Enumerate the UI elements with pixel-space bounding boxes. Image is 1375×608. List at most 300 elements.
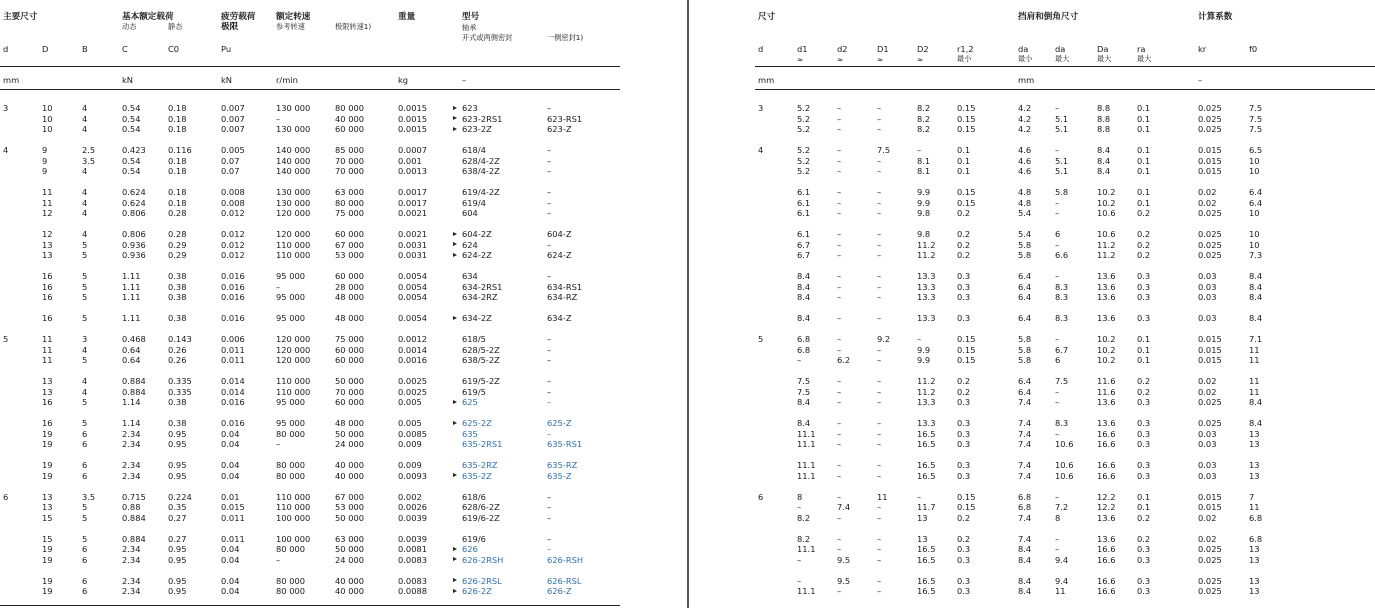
footer-divider [0, 605, 620, 606]
left-cell-des: 619/6-2Z [462, 512, 500, 523]
right-cell-D1: – [877, 103, 882, 113]
right-cell-ra: 0.1 [1137, 197, 1151, 208]
header-dynamic: 动态 [122, 22, 137, 31]
sym-d1: d1 [797, 44, 808, 54]
right-cell-da1: 8.4 [1018, 586, 1032, 596]
right-cell-D2: 13 [917, 533, 928, 544]
left-cell-des: 623-2RS1 [462, 113, 503, 124]
left-cell-ref: 120 000 [276, 208, 311, 218]
right-cell-r: 0.15 [957, 491, 976, 502]
left-cell-des[interactable]: 625 [462, 397, 478, 407]
left-cell-Pu: 0.012 [221, 229, 245, 239]
left-cell-lim: 53 000 [335, 250, 365, 260]
preferred-arrow-icon [453, 242, 457, 246]
right-cell-d2: – [837, 281, 842, 292]
right-cell-kr: 0.025 [1198, 586, 1222, 596]
left-cell-one[interactable]: 635-Z [547, 470, 572, 481]
left-cell-des[interactable]: 626-2Z [462, 586, 492, 596]
header-abutment: 挡肩和倒角尺寸 [1018, 12, 1079, 22]
left-cell-ref: 110 000 [276, 239, 311, 250]
left-cell-D: 19 [42, 575, 53, 586]
left-cell-kg: 0.0083 [398, 554, 428, 565]
left-cell-D: 11 [42, 187, 53, 197]
right-cell-Da: 10.2 [1097, 187, 1116, 197]
right-cell-D2: 16.5 [917, 586, 936, 596]
right-cell-d: 4 [758, 145, 764, 155]
unit-kg: kg [398, 75, 409, 85]
right-cell-D2: 13.3 [917, 418, 936, 428]
left-cell-C: 0.884 [122, 533, 146, 544]
left-cell-C0: 0.18 [168, 166, 187, 176]
right-cell-Da: 11.6 [1097, 386, 1116, 397]
left-cell-kg: 0.0054 [398, 281, 428, 292]
right-cell-da1: 5.8 [1018, 344, 1032, 355]
right-cell-Da: 13.6 [1097, 281, 1116, 292]
left-cell-C0: 0.95 [168, 470, 187, 481]
left-cell-one: – [547, 103, 552, 113]
right-cell-da1: 7.4 [1018, 439, 1032, 449]
left-cell-kg: 0.0012 [398, 334, 428, 344]
left-cell-lim: 70 000 [335, 386, 365, 397]
right-cell-d1: 8 [797, 491, 803, 502]
right-cell-D1: – [877, 344, 882, 355]
right-cell-ra: 0.3 [1137, 439, 1151, 449]
left-cell-D: 13 [42, 491, 53, 502]
left-cell-kg: 0.0015 [398, 113, 428, 124]
left-cell-ref: 80 000 [276, 428, 306, 439]
right-cell-Da: 16.6 [1097, 544, 1116, 554]
left-cell-C0: 0.18 [168, 187, 187, 197]
right-cell-ra: 0.3 [1137, 397, 1151, 407]
left-cell-ref: 110 000 [276, 491, 311, 502]
left-cell-des[interactable]: 626 [462, 544, 478, 554]
right-cell-da1: 5.8 [1018, 355, 1032, 365]
right-cell-d2: – [837, 460, 842, 470]
left-cell-B: 5 [82, 397, 88, 407]
left-cell-D: 11 [42, 197, 53, 208]
left-cell-Pu: 0.01 [221, 491, 240, 502]
right-cell-Da: 13.6 [1097, 313, 1116, 323]
left-cell-B: 4 [82, 197, 88, 208]
left-cell-C: 1.14 [122, 397, 141, 407]
left-cell-kg: 0.0025 [398, 376, 428, 386]
right-cell-kr: 0.02 [1198, 533, 1217, 544]
right-cell-da2: 10.6 [1055, 470, 1074, 481]
right-cell-da1: 8.4 [1018, 554, 1032, 565]
left-cell-C0: 0.18 [168, 155, 187, 166]
preferred-arrow-icon [453, 547, 457, 551]
left-cell-one[interactable]: 626-RSL [547, 575, 582, 586]
left-cell-C0: 0.28 [168, 208, 187, 218]
left-cell-C0: 0.18 [168, 103, 187, 113]
left-cell-D: 10 [42, 124, 53, 134]
right-cell-Da: 16.6 [1097, 575, 1116, 586]
right-cell-Da: 11.2 [1097, 239, 1116, 250]
left-cell-C0: 0.38 [168, 313, 187, 323]
right-cell-r: 0.2 [957, 512, 971, 523]
left-cell-Pu: 0.016 [221, 418, 245, 428]
left-cell-one: – [547, 239, 552, 250]
preferred-arrow-icon [453, 578, 457, 582]
right-cell-Da: 16.6 [1097, 470, 1116, 481]
right-cell-D2: 8.1 [917, 155, 931, 166]
left-cell-B: 6 [82, 554, 88, 565]
right-cell-d1: 8.4 [797, 281, 811, 292]
right-cell-ra: 0.1 [1137, 491, 1151, 502]
left-cell-C: 0.884 [122, 386, 146, 397]
left-cell-D: 16 [42, 397, 53, 407]
right-cell-kr: 0.03 [1198, 281, 1217, 292]
left-cell-B: 5 [82, 355, 88, 365]
right-cell-kr: 0.025 [1198, 418, 1222, 428]
right-cell-D1: – [877, 187, 882, 197]
right-cell-D1: 7.5 [877, 145, 891, 155]
right-cell-f0: 8.4 [1249, 271, 1263, 281]
right-cell-ra: 0.3 [1137, 292, 1151, 302]
left-cell-des: 634-2Z [462, 313, 492, 323]
left-cell-B: 6 [82, 428, 88, 439]
left-cell-kg: 0.002 [398, 491, 422, 502]
right-cell-r: 0.15 [957, 502, 976, 512]
right-cell-f0: 11 [1249, 376, 1260, 386]
right-cell-r: 0.15 [957, 355, 976, 365]
header-ref-speed: 参考转速 [276, 22, 305, 31]
left-cell-ref: – [276, 113, 281, 124]
right-cell-da1: 7.4 [1018, 397, 1032, 407]
right-cell-da2: 6 [1055, 355, 1061, 365]
right-cell-f0: 7.5 [1249, 124, 1263, 134]
unit-mm-abutment: mm [1018, 75, 1035, 85]
header-main-dims: 主要尺寸 [3, 12, 38, 22]
left-cell-ref: 120 000 [276, 344, 311, 355]
left-cell-lim: 70 000 [335, 166, 365, 176]
left-cell-one[interactable]: 626-RSH [547, 554, 584, 565]
right-cell-da2: 7.5 [1055, 376, 1069, 386]
max-ra: 最大 [1137, 54, 1152, 63]
left-cell-Pu: 0.04 [221, 439, 240, 449]
left-cell-B: 6 [82, 575, 88, 586]
left-cell-d: 3 [3, 103, 9, 113]
left-cell-Pu: 0.008 [221, 187, 245, 197]
right-cell-Da: 16.6 [1097, 460, 1116, 470]
right-cell-d2: 9.5 [837, 554, 851, 565]
left-cell-Pu: 0.016 [221, 271, 245, 281]
sym-D2: D2 [917, 44, 929, 54]
right-cell-ra: 0.1 [1137, 145, 1151, 155]
right-cell-da2: 10.6 [1055, 439, 1074, 449]
left-cell-lim: 67 000 [335, 239, 365, 250]
header-limit-speed: 极限转速1) [335, 22, 372, 31]
right-cell-Da: 10.2 [1097, 355, 1116, 365]
right-cell-f0: 8.4 [1249, 281, 1263, 292]
preferred-arrow-icon [453, 400, 457, 404]
left-cell-C0: 0.95 [168, 460, 187, 470]
left-cell-ref: 130 000 [276, 187, 311, 197]
right-cell-d1: 6.8 [797, 344, 811, 355]
left-cell-des[interactable]: 635-2RZ [462, 460, 498, 470]
left-cell-one[interactable]: 635-RS1 [547, 439, 583, 449]
right-cell-da1: 6.4 [1018, 376, 1032, 386]
unit-dash: – [462, 75, 467, 85]
left-cell-C: 2.34 [122, 575, 141, 586]
right-cell-f0: 7.5 [1249, 103, 1263, 113]
left-cell-des: 634-2RS1 [462, 281, 503, 292]
left-cell-B: 5 [82, 281, 88, 292]
left-cell-ref: 95 000 [276, 397, 306, 407]
left-cell-des: 638/4-2Z [462, 166, 500, 176]
right-cell-D1: – [877, 229, 882, 239]
left-cell-des: 623 [462, 103, 478, 113]
right-cell-D1: – [877, 460, 882, 470]
left-cell-lim: 63 000 [335, 187, 365, 197]
left-cell-Pu: 0.005 [221, 145, 245, 155]
right-cell-kr: 0.015 [1198, 344, 1222, 355]
left-cell-C0: 0.38 [168, 281, 187, 292]
right-cell-d1: 5.2 [797, 124, 811, 134]
left-cell-one[interactable]: 626-Z [547, 586, 572, 596]
right-cell-da2: 6 [1055, 229, 1061, 239]
left-cell-B: 5 [82, 250, 88, 260]
right-cell-da2: 11 [1055, 586, 1066, 596]
left-cell-des[interactable]: 626-2RSL [462, 575, 502, 586]
right-cell-Da: 11.2 [1097, 250, 1116, 260]
left-cell-B: 4 [82, 344, 88, 355]
left-cell-D: 15 [42, 533, 53, 544]
left-cell-C0: 0.38 [168, 271, 187, 281]
right-cell-d2: – [837, 166, 842, 176]
left-cell-D: 19 [42, 544, 53, 554]
left-cell-des: 628/5-2Z [462, 344, 500, 355]
right-cell-d2: – [837, 376, 842, 386]
left-cell-one[interactable]: – [547, 428, 552, 439]
right-cell-d1: 8.4 [797, 271, 811, 281]
left-cell-D: 12 [42, 208, 53, 218]
left-cell-Pu: 0.011 [221, 355, 245, 365]
right-cell-da1: 7.4 [1018, 533, 1032, 544]
sym-ra: ra [1137, 44, 1146, 54]
left-cell-kg: 0.0021 [398, 229, 428, 239]
right-cell-kr: 0.025 [1198, 229, 1222, 239]
left-cell-Pu: 0.011 [221, 344, 245, 355]
left-cell-B: 6 [82, 544, 88, 554]
right-cell-ra: 0.2 [1137, 250, 1151, 260]
left-cell-des[interactable]: 635 [462, 428, 478, 439]
right-cell-f0: 8.4 [1249, 397, 1263, 407]
right-cell-d1: 5.2 [797, 103, 811, 113]
right-cell-D2: 11.2 [917, 386, 936, 397]
left-cell-B: 4 [82, 386, 88, 397]
left-cell-C: 0.423 [122, 145, 146, 155]
left-cell-lim: 60 000 [335, 397, 365, 407]
left-cell-D: 19 [42, 470, 53, 481]
right-cell-kr: 0.025 [1198, 208, 1222, 218]
right-cell-Da: 8.4 [1097, 145, 1111, 155]
left-cell-D: 12 [42, 229, 53, 239]
right-cell-d2: – [837, 145, 842, 155]
right-cell-da1: 4.6 [1018, 166, 1032, 176]
right-cell-D1: – [877, 533, 882, 544]
right-cell-ra: 0.2 [1137, 512, 1151, 523]
left-cell-D: 19 [42, 439, 53, 449]
right-cell-ra: 0.1 [1137, 166, 1151, 176]
right-cell-ra: 0.2 [1137, 208, 1151, 218]
right-cell-D1: – [877, 239, 882, 250]
left-cell-C: 0.624 [122, 197, 146, 208]
right-cell-d1: 6.8 [797, 334, 811, 344]
left-cell-des[interactable]: 635-2Z [462, 470, 492, 481]
sym-da-min: da [1018, 44, 1029, 54]
preferred-arrow-icon [453, 473, 457, 477]
left-cell-des: 634 [462, 271, 478, 281]
left-cell-B: 4 [82, 124, 88, 134]
left-cell-des: 619/6 [462, 533, 486, 544]
right-cell-D2: 11.2 [917, 250, 936, 260]
right-cell-d1: 8.4 [797, 397, 811, 407]
right-cell-da1: 5.4 [1018, 229, 1032, 239]
left-cell-des: 619/4-2Z [462, 187, 500, 197]
left-cell-D: 13 [42, 386, 53, 397]
left-cell-C0: 0.38 [168, 397, 187, 407]
left-cell-one: – [547, 197, 552, 208]
right-cell-ra: 0.3 [1137, 428, 1151, 439]
right-cell-kr: 0.03 [1198, 271, 1217, 281]
right-cell-ra: 0.1 [1137, 103, 1151, 113]
right-cell-kr: 0.02 [1198, 187, 1217, 197]
left-cell-kg: 0.0013 [398, 166, 428, 176]
right-cell-kr: 0.03 [1198, 460, 1217, 470]
left-cell-C: 0.936 [122, 250, 146, 260]
right-cell-r: 0.3 [957, 460, 971, 470]
right-cell-D1: – [877, 124, 882, 134]
right-cell-f0: 13 [1249, 470, 1260, 481]
right-cell-da2: 6.6 [1055, 250, 1069, 260]
left-cell-Pu: 0.04 [221, 428, 240, 439]
left-cell-C: 0.884 [122, 512, 146, 523]
left-cell-B: 5 [82, 418, 88, 428]
right-cell-d2: – [837, 344, 842, 355]
left-cell-des: 634-2RZ [462, 292, 498, 302]
left-cell-des[interactable]: 635-2RS1 [462, 439, 503, 449]
right-cell-kr: 0.015 [1198, 166, 1222, 176]
sym-da-max: da [1055, 44, 1066, 54]
approx-d1: ≈ [797, 55, 804, 64]
left-cell-ref: 110 000 [276, 376, 311, 386]
right-cell-d1: 6.7 [797, 250, 811, 260]
left-cell-D: 9 [42, 166, 48, 176]
left-cell-Pu: 0.04 [221, 586, 240, 596]
right-cell-r: 0.3 [957, 418, 971, 428]
left-cell-one: – [547, 376, 552, 386]
right-cell-D2: 9.8 [917, 229, 931, 239]
right-cell-r: 0.15 [957, 113, 976, 124]
right-cell-D2: 16.5 [917, 544, 936, 554]
left-cell-Pu: 0.016 [221, 397, 245, 407]
header-divider [755, 66, 1375, 67]
left-cell-one[interactable]: – [547, 544, 552, 554]
left-cell-C0: 0.18 [168, 197, 187, 208]
left-cell-C0: 0.95 [168, 428, 187, 439]
left-cell-des: 623-2Z [462, 124, 492, 134]
right-cell-f0: 7.5 [1249, 113, 1263, 124]
left-cell-one[interactable]: – [547, 397, 552, 407]
right-cell-da1: 7.4 [1018, 512, 1032, 523]
right-cell-D1: – [877, 502, 882, 512]
right-cell-da2: – [1055, 208, 1060, 218]
right-cell-d1: – [797, 575, 802, 586]
left-cell-C0: 0.224 [168, 491, 192, 502]
right-cell-ra: 0.1 [1137, 187, 1151, 197]
left-cell-des: 604-2Z [462, 229, 492, 239]
right-cell-r: 0.1 [957, 145, 971, 155]
right-cell-da1: 5.8 [1018, 250, 1032, 260]
left-cell-D: 19 [42, 460, 53, 470]
right-cell-r: 0.3 [957, 554, 971, 565]
right-cell-f0: 13 [1249, 544, 1260, 554]
right-cell-Da: 13.6 [1097, 271, 1116, 281]
right-cell-f0: 6.4 [1249, 187, 1263, 197]
left-cell-one: – [547, 533, 552, 544]
right-cell-f0: 13 [1249, 439, 1260, 449]
left-cell-ref: 130 000 [276, 197, 311, 208]
left-cell-ref: 95 000 [276, 292, 306, 302]
right-cell-r: 0.1 [957, 166, 971, 176]
right-cell-Da: 13.6 [1097, 292, 1116, 302]
left-cell-C: 2.34 [122, 586, 141, 596]
right-cell-r: 0.2 [957, 533, 971, 544]
right-cell-d1: – [797, 502, 802, 512]
right-cell-ra: 0.3 [1137, 281, 1151, 292]
left-cell-B: 4 [82, 187, 88, 197]
right-cell-da1: 5.4 [1018, 208, 1032, 218]
left-cell-C: 0.54 [122, 113, 141, 124]
right-cell-d1: 7.5 [797, 376, 811, 386]
preferred-arrow-icon [453, 253, 457, 257]
left-cell-ref: 100 000 [276, 512, 311, 523]
left-cell-des: 624 [462, 239, 478, 250]
right-cell-ra: 0.1 [1137, 124, 1151, 134]
right-cell-d2: – [837, 428, 842, 439]
right-cell-r: 0.3 [957, 470, 971, 481]
max-Da: 最大 [1097, 54, 1112, 63]
right-cell-d1: 11.1 [797, 439, 816, 449]
max-da: 最大 [1055, 54, 1070, 63]
left-cell-one[interactable]: 635-RZ [547, 460, 578, 470]
right-cell-D2: 9.9 [917, 344, 931, 355]
left-cell-Pu: 0.007 [221, 124, 245, 134]
right-cell-f0: 6.5 [1249, 145, 1263, 155]
left-cell-Pu: 0.007 [221, 103, 245, 113]
right-cell-f0: 11 [1249, 502, 1260, 512]
right-cell-f0: 10 [1249, 166, 1260, 176]
right-cell-d1: – [797, 355, 802, 365]
right-cell-d2: – [837, 512, 842, 523]
left-cell-des[interactable]: 625-2Z [462, 418, 492, 428]
right-cell-ra: 0.2 [1137, 376, 1151, 386]
left-cell-lim: 40 000 [335, 586, 365, 596]
left-cell-one[interactable]: 625-Z [547, 418, 572, 428]
right-cell-Da: 16.6 [1097, 428, 1116, 439]
right-cell-D2: 9.9 [917, 187, 931, 197]
left-cell-des[interactable]: 626-2RSH [462, 554, 504, 565]
left-cell-Pu: 0.014 [221, 386, 245, 397]
right-cell-d: 6 [758, 491, 764, 502]
header-static: 静态 [168, 22, 183, 31]
left-cell-B: 5 [82, 512, 88, 523]
left-cell-C0: 0.143 [168, 334, 192, 344]
left-cell-one: – [547, 334, 552, 344]
right-cell-D1: – [877, 208, 882, 218]
right-cell-ra: 0.2 [1137, 533, 1151, 544]
